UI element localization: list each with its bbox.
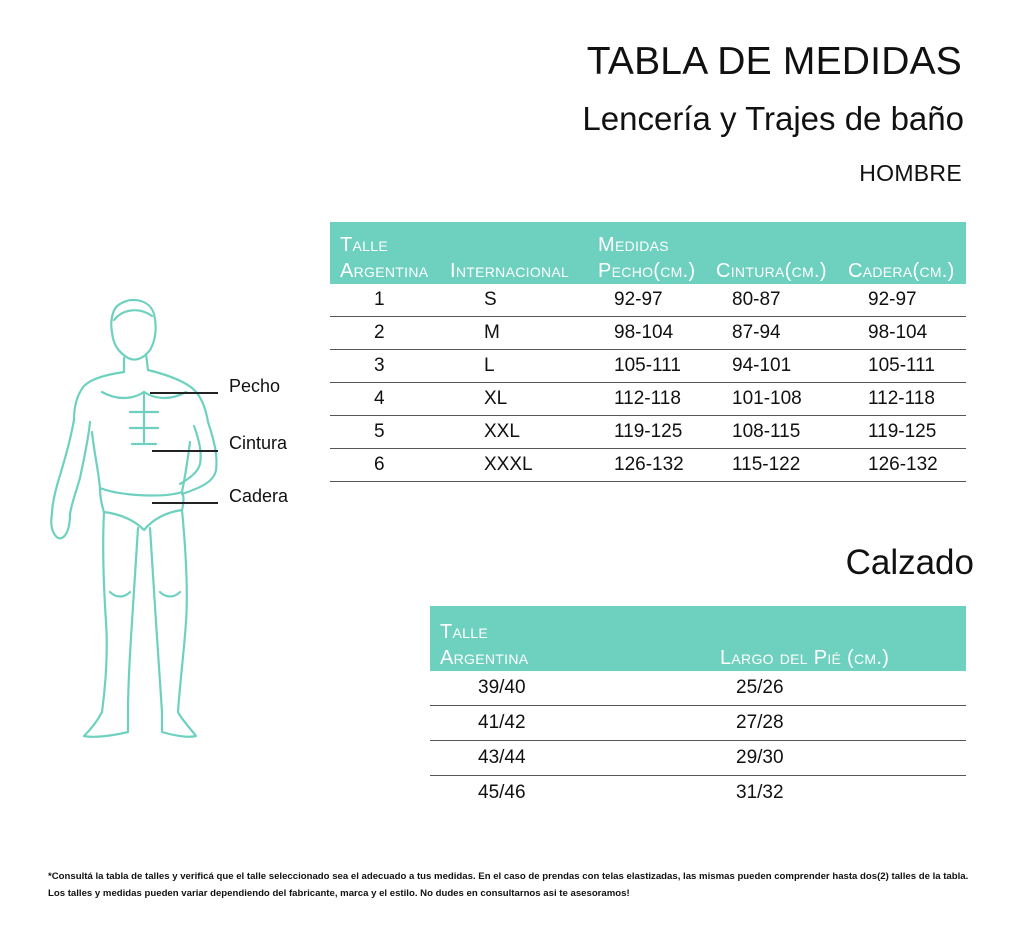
table-row (330, 383, 966, 416)
header-cadera: Cadera(cm.) (838, 222, 966, 284)
cell-talle-argentina: 45/46 (478, 782, 526, 803)
cell-pecho: 92-97 (588, 284, 706, 317)
table-row (430, 706, 966, 741)
table-row (330, 350, 966, 383)
table-row (430, 741, 966, 776)
sizes-table-header (330, 222, 966, 284)
cell-talle-argentina: 4 (330, 383, 440, 416)
waist-leader-line (152, 450, 218, 452)
footnote (48, 868, 968, 902)
cell-internacional: M (440, 317, 588, 350)
cell-internacional: XXXL (440, 449, 588, 482)
cell-internacional: S (440, 284, 588, 317)
cell-cadera: 98-104 (838, 317, 966, 350)
hip-leader-line (152, 502, 218, 504)
cell-talle-argentina: 1 (330, 284, 440, 317)
footwear-header-largo: Largo del Pié (cm.) (710, 606, 966, 671)
footwear-header-talle-line2: Argentina (440, 647, 529, 669)
cell-cintura: 108-115 (706, 416, 838, 449)
cell-talle-argentina: 5 (330, 416, 440, 449)
footwear-table-header (430, 606, 966, 671)
header-pecho: Pecho(cm.) (598, 260, 696, 282)
cell-pecho: 119-125 (588, 416, 706, 449)
header-talle-argentina (330, 222, 440, 284)
page-subtitle: Lencería y Trajes de baño (582, 100, 964, 137)
cell-cadera: 126-132 (838, 449, 966, 482)
cell-pecho: 112-118 (588, 383, 706, 416)
cell-cintura: 101-108 (706, 383, 838, 416)
table-row (330, 449, 966, 482)
cell-internacional: XL (440, 383, 588, 416)
cell-cadera: 105-111 (838, 350, 966, 383)
table-row (330, 416, 966, 449)
footwear-table (430, 606, 966, 810)
footnote-line1: *Consultá la tabla de talles y verificá que el talle seleccionado sea el adecuado a tus medidas. En el caso de prendas con telas elastizadas, las mismas pueden comprender hasta dos(2) talles de la tabla. (48, 871, 969, 882)
cell-talle-argentina: 39/40 (430, 671, 710, 706)
cell-talle-argentina: 6 (330, 449, 440, 482)
cell-cadera: 92-97 (838, 284, 966, 317)
table-row (430, 776, 966, 811)
chest-leader-line (150, 392, 218, 394)
waist-label: Cintura (229, 433, 288, 453)
sizes-table (330, 222, 966, 482)
cell-pecho: 98-104 (588, 317, 706, 350)
cell-talle-argentina: 43/44 (430, 741, 710, 776)
cell-largo-pie: 29/30 (710, 741, 966, 776)
footwear-header-talle-line1: Talle (440, 621, 488, 643)
header-cintura: Cintura(cm.) (706, 222, 838, 284)
male-body-outline-illustration (40, 292, 230, 742)
header-medidas-pecho (588, 222, 706, 284)
cell-cintura: 94-101 (706, 350, 838, 383)
header-talle-line2: Argentina (340, 260, 429, 282)
cell-largo-pie: 27/28 (710, 706, 966, 741)
table-row (330, 317, 966, 350)
cell-largo-pie: 31/32 (736, 782, 784, 803)
header-internacional: Internacional (440, 222, 588, 284)
cell-cintura: 80-87 (706, 284, 838, 317)
footwear-title: Calzado (845, 543, 974, 582)
cell-cintura: 115-122 (706, 449, 838, 482)
table-row (430, 671, 966, 706)
cell-pecho: 105-111 (588, 350, 706, 383)
header-medidas: Medidas (598, 234, 669, 256)
cell-talle-argentina: 3 (330, 350, 440, 383)
footwear-header-talle (430, 606, 710, 671)
cell-talle-argentina: 2 (330, 317, 440, 350)
cell-pecho: 126-132 (588, 449, 706, 482)
cell-cintura: 87-94 (706, 317, 838, 350)
cell-cadera: 112-118 (838, 383, 966, 416)
hip-label: Cadera (229, 486, 289, 506)
header-talle-line1: Talle (340, 234, 388, 256)
page-title: TABLA DE MEDIDAS (586, 40, 962, 83)
cell-internacional: XXL (440, 416, 588, 449)
gender-label: HOMBRE (859, 160, 962, 186)
cell-cadera: 119-125 (838, 416, 966, 449)
chest-label: Pecho (229, 376, 281, 396)
cell-largo-pie: 25/26 (710, 671, 966, 706)
footnote-line2: Los talles y medidas pueden variar dependiendo del fabricante, marca y el estilo. No dudes en consultarnos asi te asesoramos! (48, 888, 630, 899)
cell-internacional: L (440, 350, 588, 383)
table-row (330, 284, 966, 317)
cell-talle-argentina: 41/42 (430, 706, 710, 741)
